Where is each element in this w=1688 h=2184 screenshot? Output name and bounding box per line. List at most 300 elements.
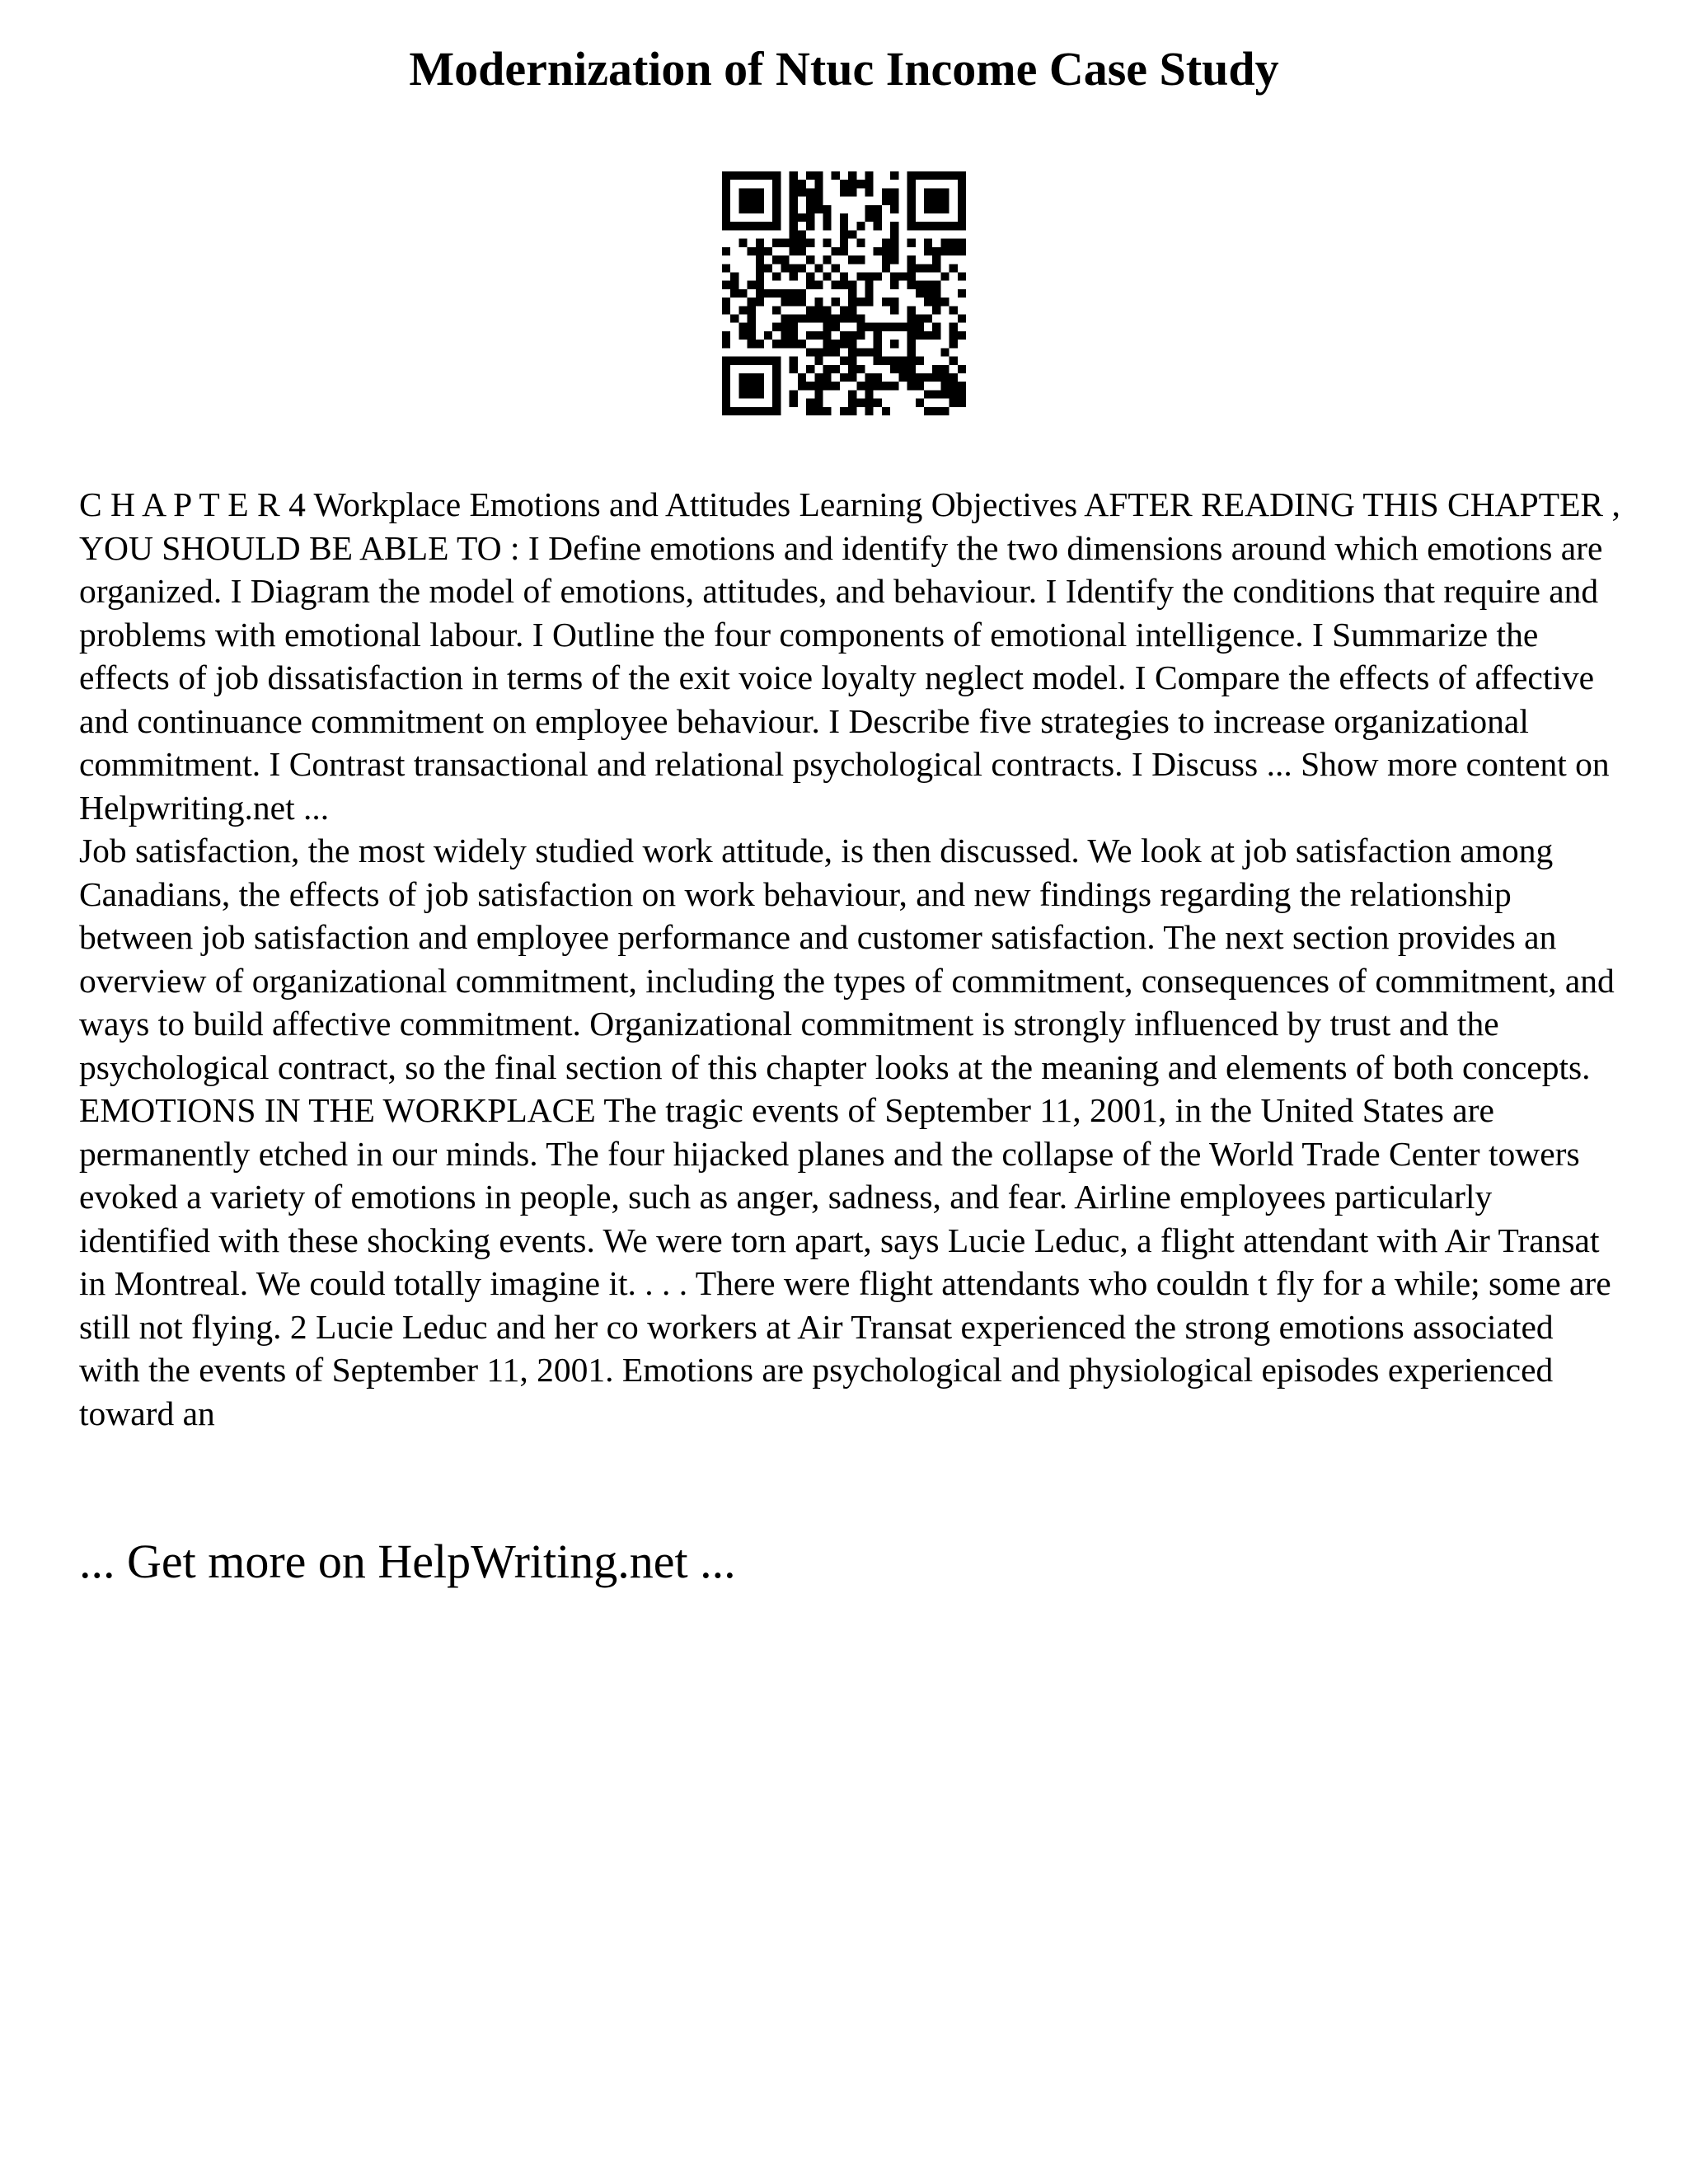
qr-module bbox=[932, 188, 940, 196]
qr-module bbox=[907, 239, 916, 247]
qr-module bbox=[748, 340, 756, 348]
qr-module bbox=[756, 340, 764, 348]
qr-module bbox=[890, 171, 898, 180]
qr-module bbox=[823, 222, 831, 230]
qr-module bbox=[790, 390, 798, 398]
qr-module bbox=[756, 382, 764, 390]
qr-module bbox=[882, 197, 890, 205]
qr-module bbox=[940, 407, 949, 415]
qr-module bbox=[882, 255, 890, 264]
qr-module bbox=[940, 222, 949, 230]
qr-module bbox=[790, 357, 798, 365]
qr-module bbox=[848, 171, 856, 180]
qr-module bbox=[924, 390, 932, 398]
qr-module bbox=[814, 264, 823, 272]
qr-module bbox=[722, 357, 730, 365]
qr-module bbox=[748, 357, 756, 365]
qr-module bbox=[756, 390, 764, 398]
qr-module bbox=[898, 272, 907, 280]
qr-module bbox=[748, 373, 756, 382]
qr-module bbox=[856, 365, 865, 373]
qr-module bbox=[790, 230, 798, 238]
qr-module bbox=[916, 289, 924, 298]
qr-module bbox=[790, 171, 798, 180]
qr-module bbox=[814, 205, 823, 213]
qr-module bbox=[907, 197, 916, 205]
qr-module bbox=[764, 247, 772, 255]
qr-module bbox=[907, 188, 916, 196]
qr-module bbox=[848, 365, 856, 373]
qr-module bbox=[890, 357, 898, 365]
qr-module bbox=[907, 205, 916, 213]
qr-module bbox=[722, 281, 730, 289]
qr-module bbox=[950, 373, 958, 382]
qr-module bbox=[950, 357, 958, 365]
qr-module bbox=[924, 373, 932, 382]
qr-module bbox=[772, 222, 781, 230]
qr-module bbox=[890, 222, 898, 230]
body-paragraph: Job satisfaction, the most widely studied work attitude, is then discussed. We look at job satisfaction among Canadians, the effects of job satisfaction on work behaviour, and new findings regarding the relationship between job satisfaction and employee performance and customer satisfaction. The next section provides an overview of organizational commitment, including the types of commitment, consequences of commitment, and ways to build affective commitment. Organizational commitment is strongly influenced by trust and the psychological contract, so the final section of this chapter looks at the meaning and elements of both concepts. EMOTIONS IN THE WORKPLACE The tragic events of September 11, 2001, in the United States are permanently etched in our minds. The four hijacked planes and the collapse of the World Trade Center towers evoked a variety of emotions in people, such as anger, sadness, and fear. Airline employees particularly identified with these shocking events. We were torn apart, says Lucie Leduc, a flight attendant with Air Transat in Montreal. We could totally imagine it. . . . There were flight attendants who couldn t fly for a while; some are still not flying. 2 Lucie Leduc and her co workers at Air Transat experienced the strong emotions associated with the events of September 11, 2001. Emotions are psychological and physiological episodes experienced toward an bbox=[79, 832, 1615, 1432]
qr-module bbox=[848, 230, 856, 238]
qr-module bbox=[781, 289, 789, 298]
qr-module bbox=[790, 331, 798, 340]
qr-module bbox=[806, 239, 814, 247]
qr-module bbox=[907, 171, 916, 180]
qr-module bbox=[806, 188, 814, 196]
qr-module bbox=[748, 315, 756, 323]
qr-module bbox=[856, 255, 865, 264]
qr-module bbox=[772, 357, 781, 365]
qr-module bbox=[950, 399, 958, 407]
get-more-link[interactable]: ... Get more on HelpWriting.net ... bbox=[79, 1535, 736, 1588]
qr-module bbox=[940, 348, 949, 356]
qr-module bbox=[924, 264, 932, 272]
qr-module bbox=[814, 180, 823, 188]
qr-module bbox=[848, 407, 856, 415]
qr-module bbox=[722, 390, 730, 398]
qr-module bbox=[748, 331, 756, 340]
qr-module bbox=[940, 188, 949, 196]
qr-module bbox=[840, 180, 848, 188]
qr-module bbox=[764, 222, 772, 230]
qr-module bbox=[722, 222, 730, 230]
qr-module bbox=[772, 390, 781, 398]
qr-module bbox=[772, 289, 781, 298]
qr-module bbox=[856, 382, 865, 390]
qr-module bbox=[958, 213, 966, 222]
qr-module bbox=[722, 340, 730, 348]
qr-module bbox=[950, 171, 958, 180]
qr-module bbox=[874, 222, 882, 230]
qr-module bbox=[890, 205, 898, 213]
qr-module bbox=[722, 399, 730, 407]
qr-module bbox=[798, 298, 806, 306]
qr-module bbox=[848, 255, 856, 264]
qr-module bbox=[772, 239, 781, 247]
qr-module bbox=[772, 399, 781, 407]
qr-module bbox=[790, 340, 798, 348]
qr-module bbox=[738, 407, 747, 415]
qr-module bbox=[958, 382, 966, 390]
qr-module bbox=[940, 197, 949, 205]
qr-module bbox=[722, 197, 730, 205]
qr-module bbox=[722, 331, 730, 340]
qr-module bbox=[738, 382, 747, 390]
qr-module bbox=[814, 373, 823, 382]
qr-module bbox=[898, 365, 907, 373]
qr-module bbox=[790, 264, 798, 272]
qr-module bbox=[722, 188, 730, 196]
qr-module bbox=[738, 188, 747, 196]
qr-module bbox=[916, 382, 924, 390]
qr-module bbox=[781, 264, 789, 272]
qr-module bbox=[756, 205, 764, 213]
qr-module bbox=[806, 272, 814, 280]
qr-module bbox=[790, 222, 798, 230]
qr-module bbox=[865, 281, 874, 289]
qr-module bbox=[907, 315, 916, 323]
qr-module bbox=[907, 213, 916, 222]
qr-module bbox=[748, 205, 756, 213]
qr-module bbox=[924, 222, 932, 230]
qr-module bbox=[832, 348, 840, 356]
qr-module bbox=[798, 239, 806, 247]
qr-module bbox=[932, 373, 940, 382]
qr-module bbox=[772, 205, 781, 213]
qr-module bbox=[848, 373, 856, 382]
qr-module bbox=[756, 289, 764, 298]
qr-module bbox=[882, 382, 890, 390]
qr-module bbox=[756, 264, 764, 272]
qr-module bbox=[848, 331, 856, 340]
qr-module bbox=[882, 323, 890, 331]
qr-module bbox=[798, 247, 806, 255]
qr-module bbox=[890, 340, 898, 348]
qr-module bbox=[848, 289, 856, 298]
qr-module bbox=[907, 306, 916, 314]
qr-module bbox=[840, 357, 848, 365]
qr-module bbox=[823, 373, 831, 382]
qr-module bbox=[907, 348, 916, 356]
qr-module bbox=[932, 205, 940, 213]
qr-module bbox=[790, 365, 798, 373]
qr-module bbox=[940, 382, 949, 390]
qr-module bbox=[848, 306, 856, 314]
qr-module bbox=[856, 239, 865, 247]
qr-module bbox=[932, 407, 940, 415]
qr-module bbox=[882, 188, 890, 196]
qr-module bbox=[916, 357, 924, 365]
qr-module bbox=[874, 399, 882, 407]
qr-module bbox=[874, 382, 882, 390]
qr-module bbox=[798, 340, 806, 348]
qr-module bbox=[890, 239, 898, 247]
qr-module bbox=[823, 213, 831, 222]
qr-module bbox=[814, 171, 823, 180]
qr-module bbox=[950, 264, 958, 272]
qr-module bbox=[907, 365, 916, 373]
qr-module bbox=[790, 197, 798, 205]
qr-module bbox=[806, 213, 814, 222]
qr-module bbox=[823, 272, 831, 280]
qr-module bbox=[865, 399, 874, 407]
qr-module bbox=[772, 272, 781, 280]
qr-module bbox=[756, 281, 764, 289]
qr-module bbox=[722, 306, 730, 314]
qr-module bbox=[865, 171, 874, 180]
qr-module bbox=[916, 315, 924, 323]
qr-module bbox=[940, 239, 949, 247]
qr-module bbox=[924, 289, 932, 298]
qr-module bbox=[730, 272, 738, 280]
qr-module bbox=[722, 407, 730, 415]
qr-module bbox=[756, 222, 764, 230]
qr-module bbox=[924, 281, 932, 289]
qr-module bbox=[840, 272, 848, 280]
qr-module bbox=[848, 357, 856, 365]
qr-module bbox=[890, 272, 898, 280]
qr-module bbox=[840, 340, 848, 348]
qr-module bbox=[958, 188, 966, 196]
qr-module bbox=[756, 197, 764, 205]
qr-module bbox=[865, 390, 874, 398]
qr-module bbox=[940, 272, 949, 280]
qr-module bbox=[823, 239, 831, 247]
qr-module bbox=[772, 382, 781, 390]
qr-module bbox=[806, 197, 814, 205]
qr-module bbox=[856, 348, 865, 356]
qr-module bbox=[940, 247, 949, 255]
qr-module bbox=[856, 222, 865, 230]
qr-module bbox=[932, 365, 940, 373]
qr-module bbox=[772, 213, 781, 222]
qr-module bbox=[840, 331, 848, 340]
qr-module bbox=[848, 281, 856, 289]
qr-module bbox=[756, 239, 764, 247]
qr-module bbox=[932, 289, 940, 298]
qr-module bbox=[907, 340, 916, 348]
qr-module bbox=[874, 331, 882, 340]
qr-module bbox=[756, 171, 764, 180]
qr-module bbox=[823, 340, 831, 348]
qr-module bbox=[840, 315, 848, 323]
qr-module bbox=[890, 323, 898, 331]
qr-module bbox=[722, 382, 730, 390]
qr-module bbox=[865, 382, 874, 390]
qr-module bbox=[907, 180, 916, 188]
qr-module bbox=[756, 272, 764, 280]
qr-module bbox=[738, 289, 747, 298]
qr-module bbox=[798, 180, 806, 188]
qr-module bbox=[806, 315, 814, 323]
qr-module bbox=[806, 171, 814, 180]
qr-module bbox=[840, 239, 848, 247]
qr-module bbox=[958, 289, 966, 298]
qr-module bbox=[738, 331, 747, 340]
qr-module bbox=[950, 306, 958, 314]
qr-module bbox=[772, 323, 781, 331]
qr-module bbox=[890, 197, 898, 205]
qr-module bbox=[874, 357, 882, 365]
qr-module bbox=[814, 315, 823, 323]
qr-module bbox=[806, 348, 814, 356]
qr-module bbox=[882, 247, 890, 255]
qr-module bbox=[764, 357, 772, 365]
qr-module bbox=[916, 281, 924, 289]
qr-module bbox=[882, 357, 890, 365]
qr-module bbox=[856, 331, 865, 340]
qr-module bbox=[890, 255, 898, 264]
qr-module bbox=[806, 306, 814, 314]
qr-module bbox=[932, 331, 940, 340]
qr-module bbox=[756, 255, 764, 264]
qr-module bbox=[940, 365, 949, 373]
qr-module bbox=[958, 331, 966, 340]
qr-module bbox=[806, 331, 814, 340]
qr-module bbox=[814, 348, 823, 356]
qr-module bbox=[840, 247, 848, 255]
qr-module bbox=[924, 239, 932, 247]
qr-module bbox=[823, 382, 831, 390]
qr-module bbox=[748, 382, 756, 390]
qr-module bbox=[790, 205, 798, 213]
qr-module bbox=[890, 281, 898, 289]
qr-module bbox=[950, 340, 958, 348]
qr-module bbox=[950, 239, 958, 247]
qr-module bbox=[781, 298, 789, 306]
qr-module bbox=[916, 264, 924, 272]
qr-module bbox=[950, 382, 958, 390]
qr-module bbox=[856, 399, 865, 407]
qr-module bbox=[958, 399, 966, 407]
qr-module bbox=[916, 323, 924, 331]
qr-module bbox=[806, 205, 814, 213]
qr-module bbox=[823, 323, 831, 331]
qr-module bbox=[814, 331, 823, 340]
qr-module bbox=[764, 407, 772, 415]
qr-module bbox=[848, 340, 856, 348]
qr-module bbox=[848, 348, 856, 356]
qr-module bbox=[916, 222, 924, 230]
qr-module bbox=[790, 247, 798, 255]
qr-module bbox=[832, 247, 840, 255]
qr-module bbox=[730, 281, 738, 289]
qr-module bbox=[958, 390, 966, 398]
qr-module bbox=[932, 323, 940, 331]
qr-module bbox=[764, 171, 772, 180]
qr-module bbox=[865, 180, 874, 188]
qr-module bbox=[882, 298, 890, 306]
qr-module bbox=[932, 306, 940, 314]
qr-module bbox=[856, 272, 865, 280]
qr-module bbox=[738, 205, 747, 213]
qr-module bbox=[772, 365, 781, 373]
qr-module bbox=[940, 205, 949, 213]
qr-module bbox=[738, 197, 747, 205]
qr-module bbox=[907, 323, 916, 331]
qr-module bbox=[848, 399, 856, 407]
qr-module bbox=[840, 230, 848, 238]
qr-module bbox=[940, 298, 949, 306]
qr-module bbox=[907, 281, 916, 289]
qr-module bbox=[832, 171, 840, 180]
qr-module bbox=[950, 323, 958, 331]
qr-module bbox=[932, 247, 940, 255]
qr-module bbox=[865, 407, 874, 415]
qr-module bbox=[738, 390, 747, 398]
qr-module bbox=[748, 281, 756, 289]
qr-module bbox=[932, 264, 940, 272]
qr-module bbox=[748, 298, 756, 306]
qr-module bbox=[823, 331, 831, 340]
qr-module bbox=[865, 298, 874, 306]
qr-module bbox=[924, 188, 932, 196]
qr-module bbox=[781, 255, 789, 264]
qr-module bbox=[898, 357, 907, 365]
qr-module bbox=[722, 247, 730, 255]
qr-module bbox=[924, 205, 932, 213]
qr-module bbox=[814, 357, 823, 365]
qr-module bbox=[772, 171, 781, 180]
qr-module bbox=[924, 407, 932, 415]
qr-module bbox=[924, 315, 932, 323]
qr-module bbox=[916, 171, 924, 180]
qr-module bbox=[814, 407, 823, 415]
qr-module bbox=[832, 323, 840, 331]
qr-module bbox=[748, 390, 756, 398]
qr-module bbox=[772, 306, 781, 314]
qr-module bbox=[772, 407, 781, 415]
qr-module bbox=[932, 171, 940, 180]
qr-module bbox=[832, 264, 840, 272]
qr-module bbox=[856, 315, 865, 323]
qr-module bbox=[798, 315, 806, 323]
qr-module bbox=[790, 180, 798, 188]
qr-module bbox=[865, 373, 874, 382]
qr-module bbox=[790, 239, 798, 247]
qr-module bbox=[907, 357, 916, 365]
qr-module bbox=[756, 247, 764, 255]
qr-module bbox=[823, 365, 831, 373]
qr-module bbox=[772, 255, 781, 264]
qr-module bbox=[940, 171, 949, 180]
qr-module bbox=[814, 281, 823, 289]
qr-module bbox=[958, 205, 966, 213]
qr-module bbox=[958, 272, 966, 280]
qr-module bbox=[748, 407, 756, 415]
qr-module bbox=[958, 180, 966, 188]
qr-module bbox=[882, 239, 890, 247]
qr-module bbox=[932, 281, 940, 289]
qr-module bbox=[865, 188, 874, 196]
qr-module bbox=[814, 390, 823, 398]
qr-module bbox=[756, 298, 764, 306]
qr-module bbox=[722, 213, 730, 222]
page-title: Modernization of Ntuc Income Case Study bbox=[409, 42, 1279, 96]
qr-module bbox=[790, 272, 798, 280]
qr-module bbox=[772, 180, 781, 188]
qr-module bbox=[958, 247, 966, 255]
qr-module bbox=[950, 222, 958, 230]
qr-module bbox=[916, 331, 924, 340]
qr-module bbox=[856, 180, 865, 188]
qr-module bbox=[840, 213, 848, 222]
qr-module bbox=[781, 323, 789, 331]
qr-module bbox=[722, 180, 730, 188]
qr-module bbox=[781, 239, 789, 247]
qr-module bbox=[738, 222, 747, 230]
qr-module bbox=[764, 289, 772, 298]
